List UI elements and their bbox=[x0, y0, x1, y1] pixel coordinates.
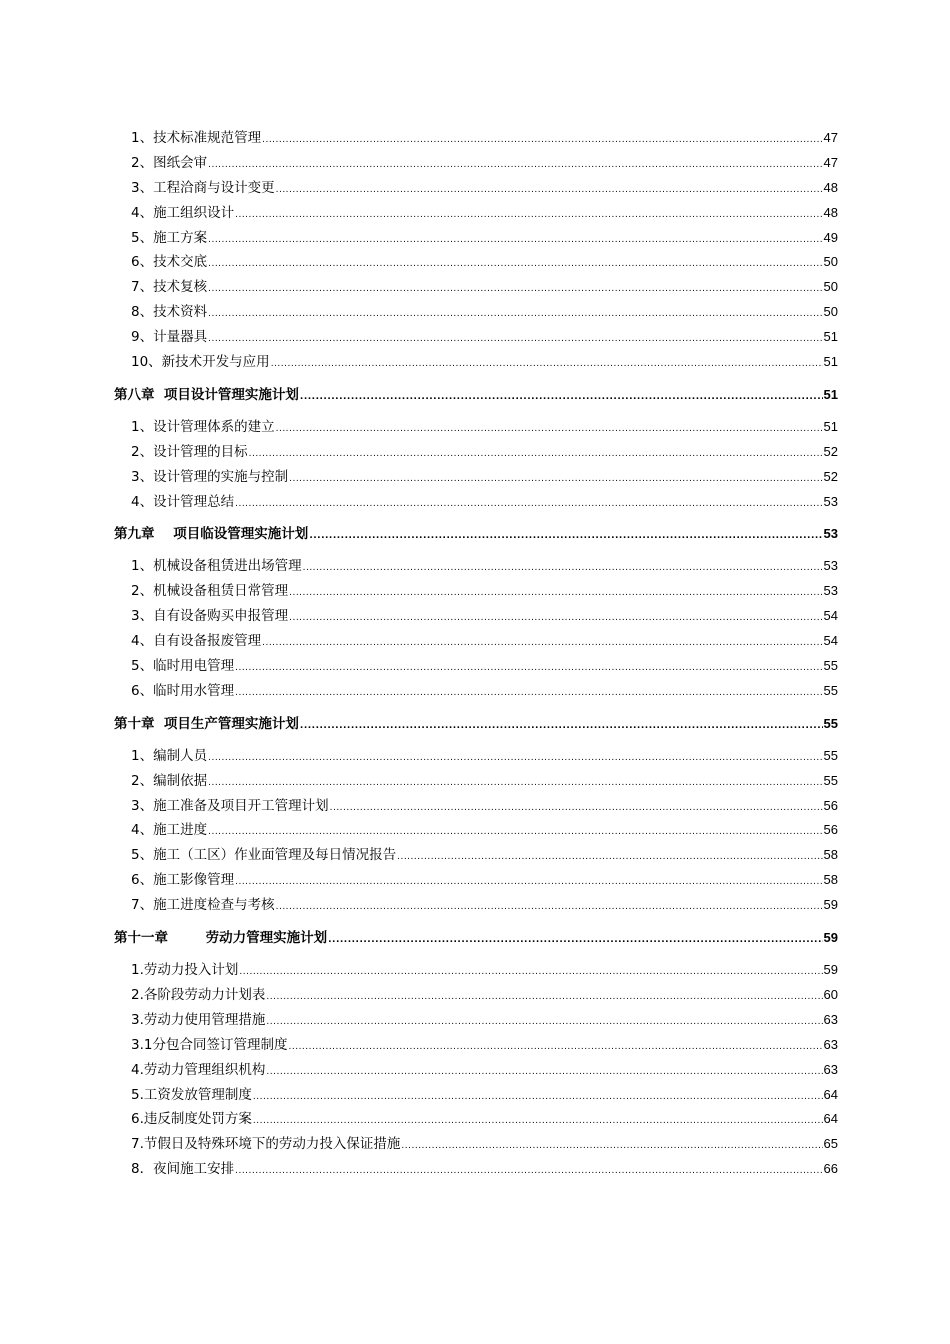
toc-page-number: 64 bbox=[823, 1111, 838, 1127]
toc-section-entry[interactable] bbox=[114, 176, 838, 201]
toc-page-number: 65 bbox=[823, 1136, 838, 1152]
toc-chapter-entry[interactable] bbox=[114, 519, 838, 548]
toc-page-number: 55 bbox=[823, 715, 838, 731]
toc-entry-title: 5、施工（工区）作业面管理及每日情况报告 bbox=[131, 847, 397, 864]
toc-entry-title: 4.劳动力管理组织机构 bbox=[131, 1061, 266, 1078]
toc-entry-title: 6、技术交底 bbox=[131, 254, 208, 271]
toc-dot-leader bbox=[276, 417, 823, 442]
toc-dot-leader bbox=[300, 712, 823, 741]
toc-page-number: 55 bbox=[823, 682, 838, 698]
toc-entry-title: 1、技术标准规范管理 bbox=[131, 130, 262, 146]
toc-section-entry[interactable] bbox=[114, 126, 838, 151]
toc-dot-leader bbox=[262, 128, 822, 153]
toc-dot-leader bbox=[208, 302, 822, 327]
toc-section-entry[interactable] bbox=[114, 1058, 838, 1083]
toc-entry-title: 1、机械设备租赁进出场管理 bbox=[131, 558, 302, 575]
toc-dot-leader bbox=[289, 581, 822, 606]
toc-dot-leader bbox=[208, 746, 822, 771]
toc-entry-title: 9、计量器具 bbox=[131, 329, 208, 346]
toc-page-number: 63 bbox=[823, 1061, 838, 1077]
toc-dot-leader bbox=[401, 1134, 822, 1159]
toc-section-entry[interactable] bbox=[114, 769, 838, 794]
toc-entry-title: 7、技术复核 bbox=[131, 279, 208, 296]
toc-dot-leader bbox=[309, 522, 822, 551]
toc-dot-leader bbox=[249, 442, 823, 467]
toc-entry-title: 3.劳动力使用管理措施 bbox=[131, 1011, 266, 1028]
toc-entry-title: 10、新技术开发与应用 bbox=[131, 354, 270, 371]
toc-section-entry[interactable] bbox=[114, 1008, 838, 1033]
toc-chapter-entry[interactable] bbox=[114, 923, 838, 952]
toc-section-entry[interactable] bbox=[114, 465, 838, 490]
toc-section-entry[interactable] bbox=[114, 983, 838, 1008]
toc-entry-title: 5、施工方案 bbox=[131, 229, 208, 246]
toc-section-entry[interactable] bbox=[114, 415, 838, 440]
toc-dot-leader bbox=[266, 985, 822, 1010]
toc-dot-leader bbox=[208, 277, 822, 302]
toc-dot-leader bbox=[235, 656, 822, 681]
toc-section-entry[interactable] bbox=[114, 1083, 838, 1108]
toc-page-number: 59 bbox=[823, 930, 838, 946]
toc-page-number: 53 bbox=[823, 526, 838, 542]
toc-dot-leader bbox=[208, 771, 822, 796]
toc-entry-title: 3、工程洽商与设计变更 bbox=[131, 179, 275, 196]
toc-page-number: 58 bbox=[823, 872, 838, 888]
toc-chapter-entry[interactable] bbox=[114, 380, 838, 409]
toc-dot-leader bbox=[235, 681, 822, 706]
toc-section-entry[interactable] bbox=[114, 958, 838, 983]
toc-page-number: 55 bbox=[823, 747, 838, 763]
toc-section-entry[interactable] bbox=[114, 579, 838, 604]
toc-entry-title: 4、自有设备报废管理 bbox=[131, 633, 262, 650]
toc-entry-title: 2、机械设备租赁日常管理 bbox=[131, 583, 289, 600]
toc-section-entry[interactable] bbox=[114, 818, 838, 843]
toc-dot-leader bbox=[208, 327, 822, 352]
toc-page-number: 54 bbox=[823, 633, 838, 649]
toc-dot-leader bbox=[266, 1010, 822, 1035]
toc-entry-title: 3.1分包合同签订管理制度 bbox=[131, 1036, 288, 1053]
toc-section-entry[interactable] bbox=[114, 440, 838, 465]
toc-entry-title: 4、设计管理总结 bbox=[131, 493, 235, 510]
toc-dot-leader bbox=[253, 1109, 823, 1134]
toc-page-number: 56 bbox=[823, 822, 838, 838]
toc-section-entry[interactable] bbox=[114, 300, 838, 325]
toc-dot-leader bbox=[276, 178, 823, 203]
toc-page-number: 50 bbox=[823, 304, 838, 320]
toc-page-number: 52 bbox=[823, 468, 838, 484]
toc-dot-leader bbox=[271, 352, 823, 377]
toc-page-number: 51 bbox=[823, 354, 838, 370]
toc-entry-title: 6、施工影像管理 bbox=[131, 872, 235, 889]
toc-dot-leader bbox=[328, 926, 822, 955]
toc-entry-title: 4、施工组织设计 bbox=[131, 204, 235, 221]
toc-page-number: 59 bbox=[823, 897, 838, 913]
toc-section-entry[interactable] bbox=[114, 868, 838, 893]
toc-page-number: 51 bbox=[823, 418, 838, 434]
toc-page-number: 53 bbox=[823, 493, 838, 509]
toc-entry-title: 1、设计管理体系的建立 bbox=[131, 418, 275, 435]
toc-dot-leader bbox=[235, 1159, 822, 1184]
toc-dot-leader bbox=[208, 153, 822, 178]
toc-section-entry[interactable] bbox=[114, 1132, 838, 1157]
toc-entry-title: 1、编制人员 bbox=[131, 747, 208, 764]
toc-page-number: 56 bbox=[823, 797, 838, 813]
toc-dot-leader bbox=[235, 870, 822, 895]
toc-page-number: 59 bbox=[823, 962, 838, 978]
toc-chapter-entry[interactable] bbox=[114, 709, 838, 738]
table-of-contents bbox=[114, 126, 838, 1182]
toc-entry-title: 5.工资发放管理制度 bbox=[131, 1086, 252, 1103]
toc-entry-title: 6.违反制度处罚方案 bbox=[131, 1111, 252, 1128]
toc-entry-title: 2.各阶段劳动力计划表 bbox=[131, 986, 266, 1003]
toc-entry-title: 第十一章 劳动力管理实施计划 bbox=[114, 930, 328, 947]
toc-page-number: 54 bbox=[823, 608, 838, 624]
toc-page-number: 55 bbox=[823, 772, 838, 788]
toc-dot-leader bbox=[253, 1085, 823, 1110]
toc-dot-leader bbox=[208, 820, 822, 845]
toc-entry-title: 5、临时用电管理 bbox=[131, 658, 235, 675]
toc-dot-leader bbox=[289, 606, 822, 631]
toc-dot-leader bbox=[288, 1035, 822, 1060]
toc-section-entry[interactable] bbox=[114, 744, 838, 769]
toc-page-number: 63 bbox=[823, 1036, 838, 1052]
toc-page-number: 51 bbox=[823, 329, 838, 345]
toc-dot-leader bbox=[266, 1060, 822, 1085]
toc-page-number: 47 bbox=[823, 130, 838, 145]
toc-dot-leader bbox=[208, 228, 822, 253]
toc-page-number: 66 bbox=[823, 1161, 838, 1177]
toc-section-entry[interactable] bbox=[114, 250, 838, 275]
toc-page-number: 48 bbox=[823, 179, 838, 195]
toc-dot-leader bbox=[397, 845, 822, 870]
toc-section-entry[interactable] bbox=[114, 325, 838, 350]
toc-page-number: 60 bbox=[823, 986, 838, 1002]
toc-page-number: 53 bbox=[823, 558, 838, 574]
toc-section-entry[interactable] bbox=[114, 1157, 838, 1182]
toc-dot-leader bbox=[208, 252, 822, 277]
toc-section-entry[interactable] bbox=[114, 1033, 838, 1058]
toc-section-entry[interactable] bbox=[114, 893, 838, 918]
toc-dot-leader bbox=[300, 383, 823, 412]
toc-section-entry[interactable] bbox=[114, 654, 838, 679]
toc-page-number: 58 bbox=[823, 847, 838, 863]
toc-section-entry[interactable] bbox=[114, 226, 838, 251]
toc-dot-leader bbox=[276, 895, 823, 920]
toc-section-entry[interactable] bbox=[114, 151, 838, 176]
toc-section-entry[interactable] bbox=[114, 843, 838, 868]
toc-page-number: 49 bbox=[823, 229, 838, 245]
toc-dot-leader bbox=[303, 556, 823, 581]
toc-entry-title: 7、施工进度检查与考核 bbox=[131, 897, 275, 914]
toc-section-entry[interactable] bbox=[114, 201, 838, 226]
toc-dot-leader bbox=[235, 203, 822, 228]
toc-section-entry[interactable] bbox=[114, 554, 838, 579]
toc-entry-title: 8、技术资料 bbox=[131, 304, 208, 321]
toc-section-entry[interactable] bbox=[114, 350, 838, 375]
toc-entry-title: 4、施工进度 bbox=[131, 822, 208, 839]
toc-dot-leader bbox=[235, 492, 822, 517]
toc-dot-leader bbox=[330, 796, 823, 821]
toc-page-number: 50 bbox=[823, 279, 838, 295]
toc-entry-title: 2、图纸会审 bbox=[131, 154, 208, 171]
toc-page-number: 53 bbox=[823, 583, 838, 599]
toc-page-number: 63 bbox=[823, 1011, 838, 1027]
toc-entry-title: 第九章 项目临设管理实施计划 bbox=[114, 526, 309, 543]
toc-section-entry[interactable] bbox=[114, 679, 838, 704]
toc-section-entry[interactable] bbox=[114, 794, 838, 819]
toc-entry-title: 6、临时用水管理 bbox=[131, 682, 235, 699]
toc-page-number: 64 bbox=[823, 1086, 838, 1102]
toc-dot-leader bbox=[239, 960, 822, 985]
toc-page-number: 51 bbox=[823, 386, 838, 402]
toc-entry-title: 3、设计管理的实施与控制 bbox=[131, 468, 289, 485]
toc-section-entry[interactable] bbox=[114, 490, 838, 515]
toc-page-number: 55 bbox=[823, 658, 838, 674]
toc-section-entry[interactable] bbox=[114, 275, 838, 300]
toc-entry-title: 8．夜间施工安排 bbox=[131, 1161, 235, 1178]
toc-entry-title: 第十章 项目生产管理实施计划 bbox=[114, 715, 299, 732]
toc-entry-title: 7.节假日及特殊环境下的劳动力投入保证措施 bbox=[131, 1136, 401, 1153]
toc-page-number: 50 bbox=[823, 254, 838, 270]
toc-page-number: 52 bbox=[823, 443, 838, 459]
toc-entry-title: 3、施工准备及项目开工管理计划 bbox=[131, 797, 329, 814]
toc-section-entry[interactable] bbox=[114, 629, 838, 654]
toc-section-entry[interactable] bbox=[114, 604, 838, 629]
toc-section-entry[interactable] bbox=[114, 1107, 838, 1132]
toc-dot-leader bbox=[289, 467, 822, 492]
toc-dot-leader bbox=[262, 631, 822, 656]
toc-entry-title: 2、设计管理的目标 bbox=[131, 443, 248, 460]
toc-entry-title: 2、编制依据 bbox=[131, 772, 208, 789]
toc-page-number: 48 bbox=[823, 204, 838, 220]
toc-page-number: 47 bbox=[823, 154, 838, 170]
toc-entry-title: 第八章 项目设计管理实施计划 bbox=[114, 386, 299, 403]
toc-entry-title: 3、自有设备购买申报管理 bbox=[131, 608, 289, 625]
toc-entry-title: 1.劳动力投入计划 bbox=[131, 962, 239, 979]
